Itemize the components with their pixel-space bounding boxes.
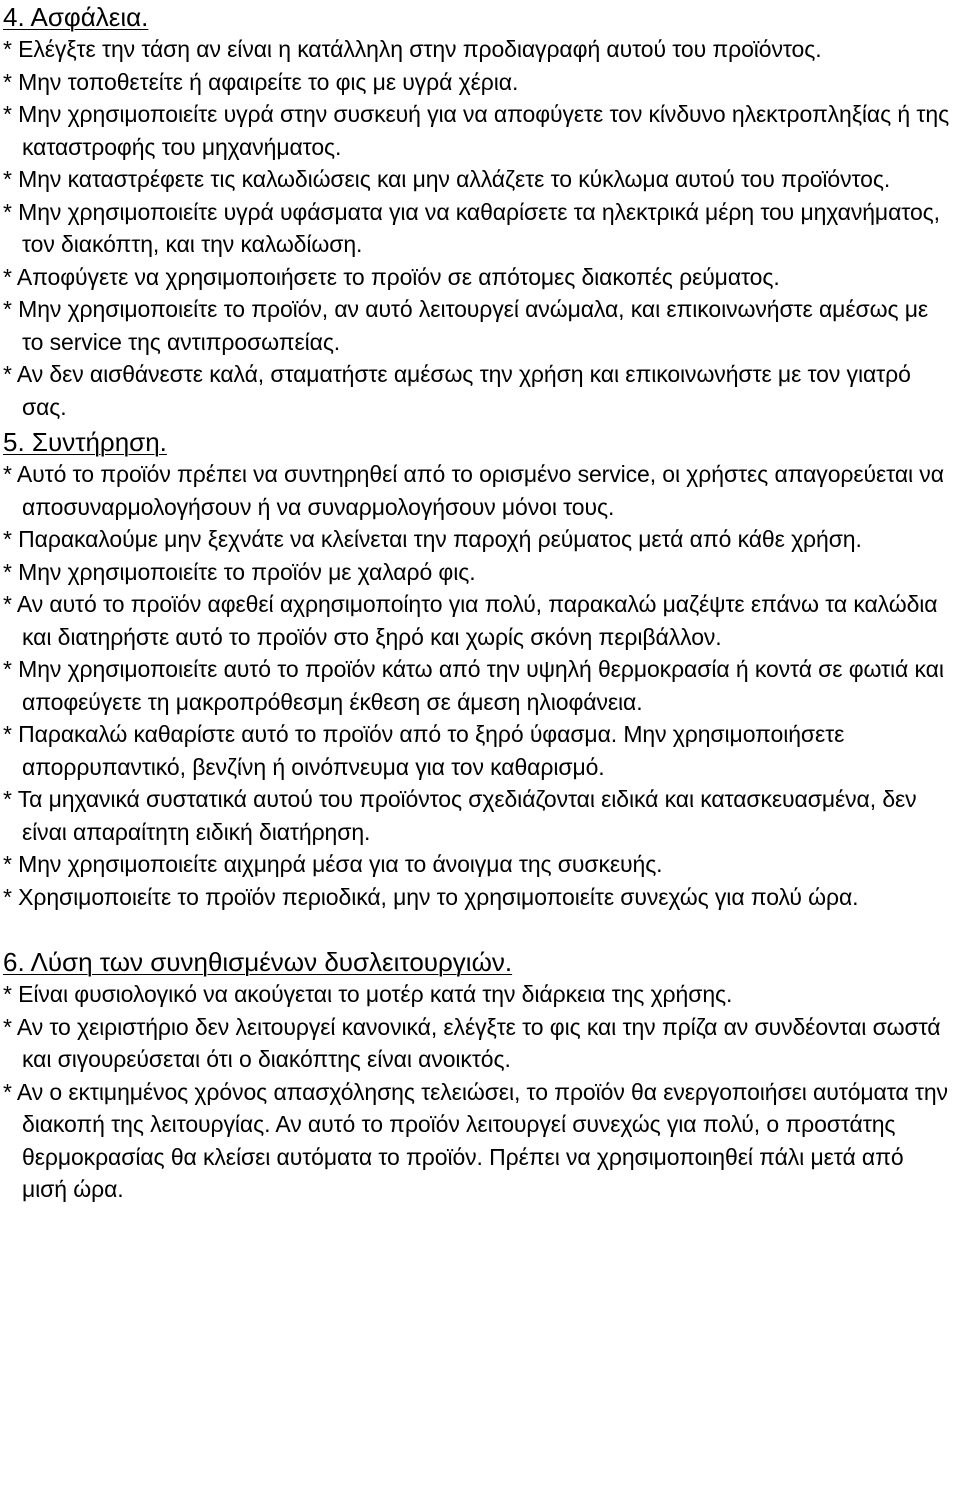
maintenance-item: * Αν αυτό το προϊόν αφεθεί αχρησιμοποίητο για πολύ, παρακαλώ μαζέψτε επάνω τα καλώδια και διατηρήστε αυτό το προϊόν στο ξηρό και χωρίς σκόνη περιβάλλον.: [3, 591, 938, 650]
maintenance-item: * Τα μηχανικά συστατικά αυτού του προϊόντος σχεδιάζονται ειδικά και κατασκευασμένα, δεν είναι απαραίτητη ειδική διατήρηση.: [3, 786, 917, 845]
section-heading-safety: 4. Ασφάλεια.: [3, 2, 149, 32]
troubleshooting-item: * Είναι φυσιολογικό να ακούγεται το μοτέρ κατά την διάρκεια της χρήσης.: [3, 981, 733, 1007]
maintenance-item: * Χρησιμοποιείτε το προϊόν περιοδικά, μην το χρησιμοποιείτε συνεχώς για πολύ ώρα.: [3, 883, 859, 910]
safety-item: * Αν δεν αισθάνεστε καλά, σταματήστε αμέσως την χρήση και επικοινωνήστε με τον γιατρό σας.: [3, 361, 911, 420]
maintenance-item: * Αυτό το προϊόν πρέπει να συντηρηθεί από το ορισμένο service, οι χρήστες απαγορεύεται να αποσυναρμολογήσουν ή να συναρμολογήσουν μόνοι τους.: [3, 461, 944, 520]
section-safety: [3, 1, 953, 423]
maintenance-item: * Μην χρησιμοποιείτε το προϊόν με χαλαρό φις.: [3, 558, 476, 585]
safety-item: * Μην χρησιμοποιείτε υγρά υφάσματα για να καθαρίσετε τα ηλεκτρικά μέρη του μηχανήματος, τον διακόπτη, και την καλωδίωση.: [3, 198, 940, 257]
safety-item: * Μην χρησιμοποιείτε το προϊόν, αν αυτό λειτουργεί ανώμαλα, και επικοινωνήστε αμέσως με το service της αντιπροσωπείας.: [3, 296, 929, 355]
maintenance-item: * Παρακαλούμε μην ξεχνάτε να κλείνεται την παροχή ρεύματος μετά από κάθε χρήση.: [3, 526, 862, 552]
troubleshooting-item: * Αν το χειριστήριο δεν λειτουργεί κανονικά, ελέγξτε το φις και την πρίζα αν συνδέονται σωστά και σιγουρεύσεται ότι ο διακόπτης είναι ανοικτός.: [3, 1013, 941, 1072]
safety-item: * Μην τοποθετείτε ή αφαιρείτε το φις με υγρά χέρια.: [3, 68, 519, 95]
safety-item: * Ελέγξτε την τάση αν είναι η κατάλληλη στην προδιαγραφή αυτού του προϊόντος.: [3, 36, 822, 62]
section-heading-maintenance: 5. Συντήρηση.: [3, 427, 167, 457]
safety-item: * Μην χρησιμοποιείτε υγρά στην συσκευή για να αποφύγετε τον κίνδυνο ηλεκτροπληξίας ή της καταστροφής του μηχανήματος.: [3, 101, 950, 160]
troubleshooting-item: * Αν ο εκτιμημένος χρόνος απασχόλησης τελειώσει, το προϊόν θα ενεργοποιήσει αυτόματα την διακοπή της λειτουργίας. Αν αυτό το προϊόν λειτουργεί συνεχώς για πολύ, ο προστάτης θερμοκρασίας θα κλείσει αυτόματα το προϊόν. Πρέπει να χρησιμοποιηθεί πάλι μετά από μισή ώρα.: [3, 1078, 948, 1202]
safety-item: * Μην καταστρέφετε τις καλωδιώσεις και μην αλλάζετε το κύκλωμα αυτού του προϊόντος.: [3, 166, 891, 192]
section-heading-troubleshooting: 6. Λύση των συνηθισμένων δυσλειτουργιών.: [3, 947, 513, 977]
maintenance-item: * Παρακαλώ καθαρίστε αυτό το προϊόν από το ξηρό ύφασμα. Μην χρησιμοποιήσετε απορρυπαντικό, βενζίνη ή οινόπνευμα για τον καθαρισμό.: [3, 721, 845, 780]
section-troubleshooting: [3, 946, 953, 1206]
safety-item: * Αποφύγετε να χρησιμοποιήσετε το προϊόν σε απότομες διακοπές ρεύματος.: [3, 263, 780, 290]
section-spacer: [3, 913, 953, 946]
maintenance-item: * Μην χρησιμοποιείτε αυτό το προϊόν κάτω από την υψηλή θερμοκρασία ή κοντά σε φωτιά και αποφεύγετε τη μακροπρόθεσμη έκθεση σε άμεση ηλιοφάνεια.: [3, 656, 944, 715]
section-maintenance: [3, 426, 953, 913]
document-page: [3, 0, 953, 1206]
maintenance-item: * Μην χρησιμοποιείτε αιχμηρά μέσα για το άνοιγμα της συσκευής.: [3, 851, 663, 877]
